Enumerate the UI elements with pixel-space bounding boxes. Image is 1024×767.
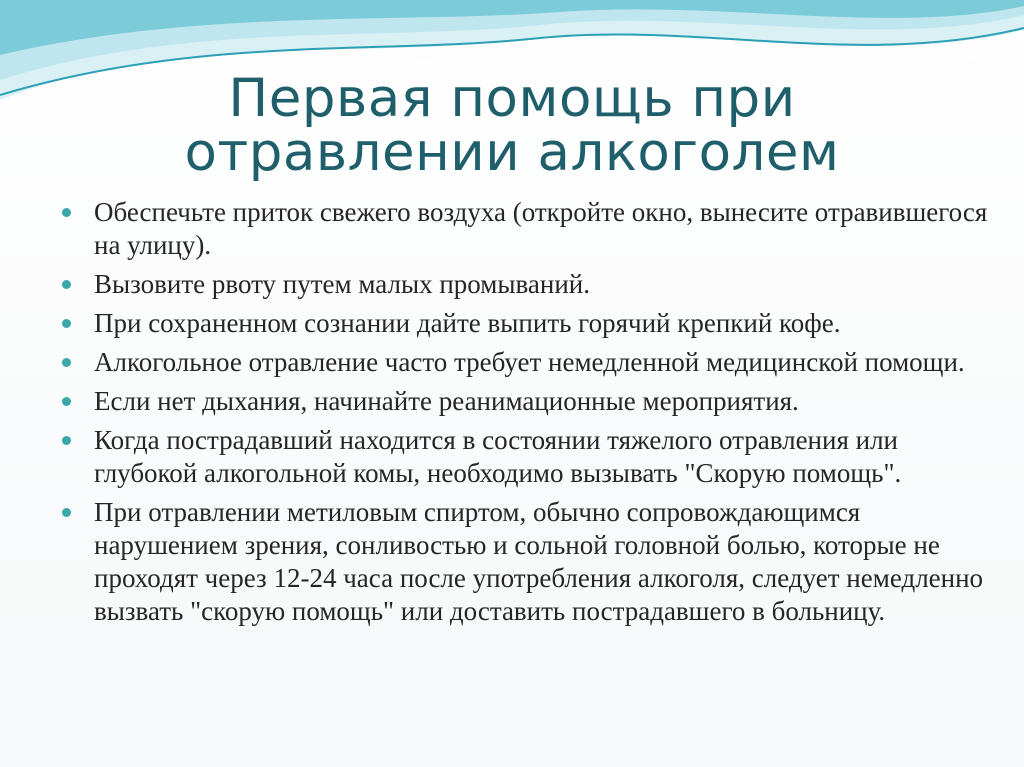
bullet-item <box>58 346 988 379</box>
bullet-text: Когда пострадавший находится в состоянии тяжелого отравления или глубокой алкогольной комы, необходимо вызывать "Скорую помощь". <box>94 425 902 488</box>
bullet-item <box>58 268 988 301</box>
bullet-dot-icon <box>62 436 71 445</box>
title-line-1: Первая помощь при <box>228 68 796 129</box>
bullet-list <box>58 196 988 634</box>
bullet-text: При отравлении метиловым спиртом, обычно сопровождающимся нарушением зрения, сонливостью и сольной головной болью, которые не проходят через 12-24 часа после употребления алкоголя, следует немедленно вызвать "скорую помощь" или доставить пострадавшего в больницу. <box>94 497 984 626</box>
bullet-dot-icon <box>62 358 71 367</box>
title-line-2: отравлении алкоголем <box>184 122 840 183</box>
bullet-item <box>58 424 988 490</box>
bullet-text: Обеспечьте приток свежего воздуха (откройте окно, вынесите отравившегося на улицу). <box>94 197 988 260</box>
slide-title <box>0 68 1024 183</box>
bullet-text: Если нет дыхания, начинайте реанимационные мероприятия. <box>94 386 799 416</box>
bullet-text: Алкогольное отравление часто требует немедленной медицинской помощи. <box>94 347 965 377</box>
bullet-item <box>58 307 988 340</box>
bullet-dot-icon <box>62 208 71 217</box>
bullet-text: Вызовите рвоту путем малых промываний. <box>94 269 590 299</box>
bullet-item <box>58 196 988 262</box>
bullet-item <box>58 496 988 628</box>
bullet-text: При сохраненном сознании дайте выпить горячий крепкий кофе. <box>94 308 841 338</box>
bullet-dot-icon <box>62 508 71 517</box>
bullet-dot-icon <box>62 319 71 328</box>
bullet-dot-icon <box>62 280 71 289</box>
bullet-dot-icon <box>62 397 71 406</box>
bullet-item <box>58 385 988 418</box>
